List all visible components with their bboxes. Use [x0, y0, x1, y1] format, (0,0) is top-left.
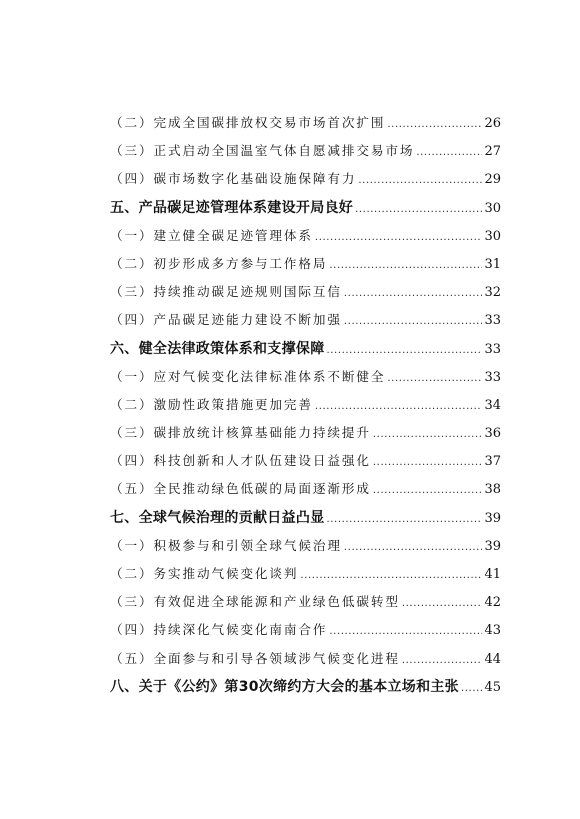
toc-entry[interactable]	[110, 394, 501, 422]
toc-entry[interactable]	[110, 648, 501, 676]
dot-leader	[344, 288, 483, 299]
toc-entry[interactable]	[110, 619, 501, 647]
toc-entry-page: 44	[484, 651, 501, 667]
toc-entry-title: （三）碳排放统计核算基础能力持续提升	[110, 425, 371, 441]
toc-entry-page: 27	[484, 144, 501, 160]
table-of-contents	[110, 112, 501, 704]
toc-entry-page: 43	[484, 623, 501, 639]
dot-leader	[373, 457, 483, 468]
toc-entry-title: 五、产品碳足迹管理体系建设开局良好	[110, 199, 354, 216]
toc-entry-title: 六、健全法律政策体系和支撑保障	[110, 340, 325, 357]
toc-entry-title: （二）完成全国碳排放权交易市场首次扩围	[110, 115, 386, 130]
toc-entry[interactable]	[110, 309, 501, 337]
dot-leader	[344, 316, 483, 327]
toc-entry-page: 33	[484, 313, 501, 329]
toc-entry-title: （四）科技创新和人才队伍建设日益强化	[110, 453, 371, 469]
toc-entry[interactable]	[110, 450, 501, 478]
toc-entry[interactable]	[110, 591, 501, 619]
toc-entry[interactable]	[110, 563, 501, 591]
toc-entry-title: （一）积极参与和引领全球气候治理	[110, 537, 342, 553]
toc-entry-page: 26	[484, 116, 501, 131]
dot-leader	[355, 204, 482, 215]
toc-entry-title: （五）全民推动绿色低碳的局面逐渐形成	[110, 481, 371, 497]
toc-entry-page: 30	[484, 228, 501, 244]
toc-entry-title: （一）应对气候变化法律标准体系不断健全	[110, 368, 386, 384]
toc-entry-page: 41	[484, 567, 501, 582]
toc-entry-title: （四）产品碳足迹能力建设不断加强	[110, 312, 342, 328]
toc-entry[interactable]	[110, 422, 501, 450]
toc-entry-title: （五）全面参与和引导各领域涉气候变化进程	[110, 650, 400, 666]
toc-entry-title: （三）有效促进全球能源和产业绿色低碳转型	[110, 594, 400, 610]
toc-entry-page: 29	[484, 172, 501, 188]
toc-entry-page: 39	[484, 510, 501, 526]
toc-entry-page: 45	[484, 679, 501, 695]
toc-entry-page: 37	[484, 454, 501, 470]
toc-entry-page: 34	[484, 397, 501, 413]
toc-chapter-entry[interactable]	[110, 197, 501, 225]
toc-entry-title: （四）碳市场数字化基础设施保障有力	[110, 171, 357, 187]
toc-chapter-entry[interactable]	[110, 507, 501, 535]
toc-entry-title: （三）正式启动全国温室气体自愿减排交易市场	[110, 143, 415, 159]
toc-entry-page: 31	[484, 256, 501, 272]
toc-entry-page: 38	[484, 482, 501, 498]
dot-leader	[327, 514, 483, 525]
toc-chapter-entry[interactable]	[110, 676, 501, 704]
toc-entry-page: 42	[484, 595, 501, 611]
toc-entry[interactable]	[110, 478, 501, 506]
toc-entry-page: 33	[484, 341, 501, 357]
dot-leader	[315, 232, 483, 243]
toc-entry-title: （四）持续深化气候变化南南合作	[110, 622, 328, 638]
toc-entry[interactable]	[110, 535, 501, 563]
toc-entry[interactable]	[110, 366, 501, 394]
toc-entry-page: 32	[484, 285, 501, 301]
toc-entry[interactable]	[110, 225, 501, 253]
toc-entry[interactable]	[110, 281, 501, 309]
toc-entry[interactable]	[110, 112, 501, 140]
dot-leader	[329, 260, 482, 271]
toc-entry-title: （二）激励性政策措施更加完善	[110, 396, 313, 412]
dot-leader	[461, 683, 482, 694]
toc-entry[interactable]	[110, 253, 501, 281]
dot-leader	[402, 598, 483, 609]
toc-entry[interactable]	[110, 168, 501, 196]
toc-entry[interactable]	[110, 140, 501, 168]
dot-leader	[387, 373, 482, 384]
dot-leader	[373, 485, 483, 496]
toc-entry-title: （二）初步形成多方参与工作格局	[110, 255, 328, 271]
dot-leader	[315, 401, 483, 412]
dot-leader	[402, 655, 483, 666]
dot-leader	[387, 119, 482, 130]
toc-entry-page: 39	[484, 538, 501, 554]
toc-entry-page: 30	[484, 200, 501, 216]
toc-entry-title: 八、关于《公约》第30次缔约方大会的基本立场和主张	[110, 678, 459, 695]
toc-entry-title: （一）建立健全碳足迹管理体系	[110, 227, 313, 243]
toc-entry-title: （三）持续推动碳足迹规则国际互信	[110, 284, 342, 300]
dot-leader	[300, 570, 482, 581]
dot-leader	[329, 626, 482, 637]
toc-entry-title: 七、全球气候治理的贡献日益凸显	[110, 509, 325, 526]
dot-leader	[416, 147, 482, 158]
toc-entry-page: 36	[484, 426, 501, 442]
toc-entry-title: （二）务实推动气候变化谈判	[110, 566, 299, 581]
dot-leader	[358, 175, 482, 186]
toc-chapter-entry[interactable]	[110, 338, 501, 366]
toc-entry-page: 33	[484, 369, 501, 385]
dot-leader	[327, 345, 483, 356]
dot-leader	[373, 429, 483, 440]
dot-leader	[344, 542, 483, 553]
